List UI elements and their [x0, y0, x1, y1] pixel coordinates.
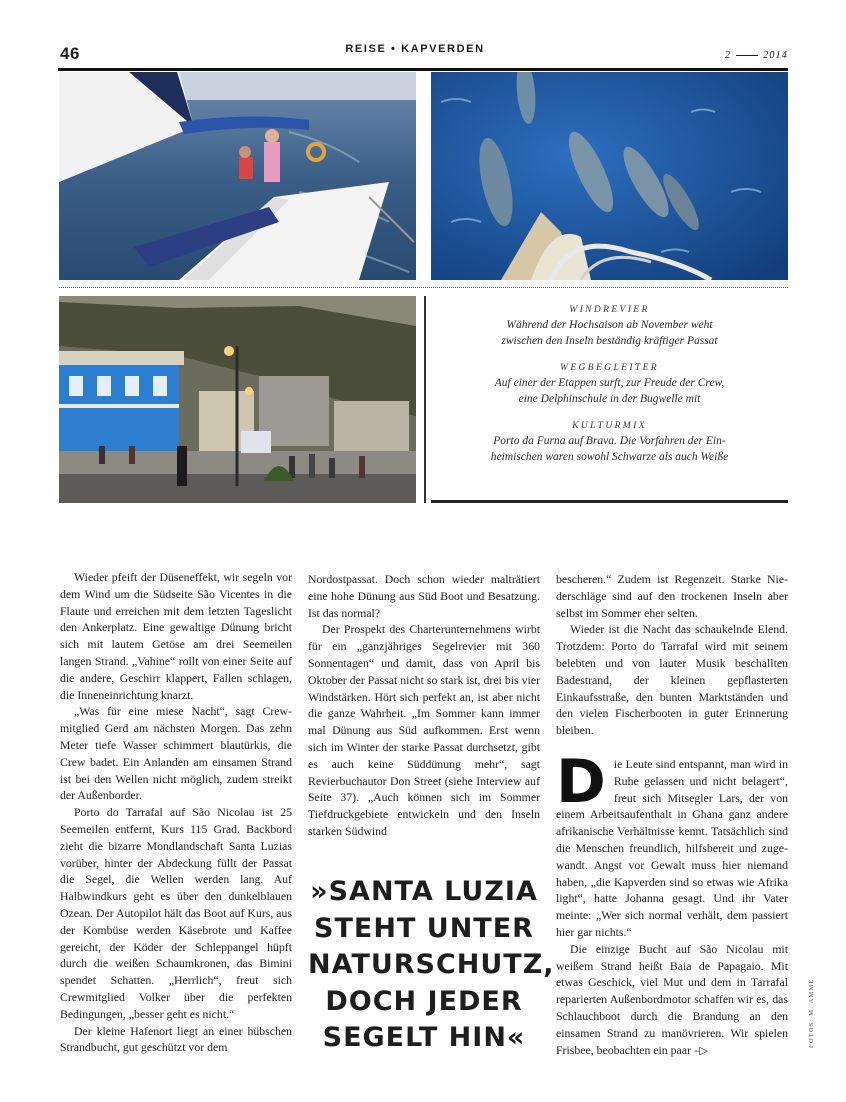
article-paragraph: „Was für eine miese Nacht“, sagt Crewmitglied Gerd am nächsten Morgen. Das zehn Meter tiefe Wasser schimmert blautürkis, die Crew badet. Ein Anlanden am einsamen Strand ist bei den Wellen nicht möglich, zudem streikt der Außenborder.: [60, 704, 292, 803]
town-photo: [59, 296, 416, 503]
issue-number: 2: [724, 50, 732, 61]
caption-heading: WINDREVIER: [569, 305, 650, 315]
dotted-divider: [59, 287, 788, 288]
photo-credit: FOTOS: M. AMME: [808, 978, 815, 1048]
caption-bottom-rule: [431, 500, 788, 503]
section-title: REISE • KAPVERDEN: [345, 43, 485, 55]
article-column-2: [308, 571, 540, 840]
article-paragraph: Wieder pfeift der Düseneffekt, wir segeln vor dem Wind um die Südseite São Vicentes in die Flaute und erreichen mit dem letzten Tageslicht den Ankerplatz. Eine gewaltige Dünung bricht sich mit lautem Getöse am drei Seemeilen langen Strand. „Vahine“ rollt von einer Seite auf die andere, Geschirr klappert, Fallen schlagen, die Inneneinrichtung knarzt.: [60, 570, 292, 702]
drop-cap: D: [556, 746, 606, 817]
caption-wegbegleiter: [431, 361, 788, 407]
article-paragraph: bescheren.“ Zudem ist Regenzeit. Starke Niederschläge sind auf den trockenen Inseln aber selbst im Sommer eher selten.: [556, 572, 788, 620]
page-number: 46: [60, 44, 80, 63]
article-paragraph: Porto do Tarrafal auf São Nicolau ist 25 Seemeilen entfernt, Kurs 115 Grad. Backbord zieht die bizarre Mondlandschaft Santa Luzias vorüber, hinter der Abdeckung füllt der Passat die Segel, die Wellen werden lang. Auf Halbwindkurs geht es über den dunkelblauen Ozean. Der Autopilot hält das Boot auf Kurs, aus der Kombüse werden Käsebrote und Kaffee gereicht, der Köder der Schleppangel hüpft durch die weißen Schaumkronen, das Bimini spendet Schatten. „Herrlich“, freut sich Crewmitglied Volker über die perfekten Bedingungen, „besser geht es nicht.“: [60, 805, 292, 1021]
article-paragraph-dropcap: [556, 746, 788, 941]
article-column-1: [60, 569, 292, 1056]
caption-line: eine Delphinschule in der Bugwelle mit: [518, 393, 701, 405]
caption-line: Auf einer der Etappen surft, zur Freude der Crew,: [494, 377, 725, 389]
pull-quote-line: DOCH JEDER: [325, 985, 523, 1017]
pull-quote-line: NATURSCHUTZ,: [308, 949, 555, 980]
pull-quote: [308, 874, 555, 1057]
dolphins-photo: [431, 72, 788, 280]
caption-kulturmix: [431, 419, 788, 465]
caption-windrevier: [431, 303, 788, 349]
caption-line: heimischen waren sowohl Schwarze als auch Weiße: [490, 451, 729, 463]
article-paragraph: Der Prospekt des Charterunternehmens wirbt für ein „ganzjähriges Segelrevier mit 360 Sonnentagen“ und damit, dass von April bis Oktober der Passat nicht so stark ist, drei bis vier Windstärken. Hört sich perfekt an, ist aber nicht die ganze Wahrheit. „Im Sommer kann immer mal Dünung aus Süd aufkommen. Erst wenn sich im Winter der starke Passat durchsetzt, gibt es auch keine Süddünung mehr“, sagt Revierbuchautor Don Street (siehe Interview auf Seite 37). „Auch können sich im Sommer Tiefdruckgebiete entwickeln und den Inseln starken Südwind: [308, 622, 540, 838]
issue-label: [725, 50, 788, 61]
article-paragraph: Wieder ist die Nacht das schaukelnde Elend. Trotzdem: Porto do Tarrafal wird mit seinem belebten und von lauter Musik beschallten Badestrand, der kleinen gepflasterten Einkaufsstraße, den bunten Marktständen und den vielen Fischerbooten in guter Erinnerung bleiben.: [556, 622, 788, 738]
caption-line: zwischen den Inseln beständig kräftiger Passat: [501, 335, 718, 347]
article-paragraph: [556, 941, 788, 1060]
last-paragraph-text: Die einzige Bucht auf São Nicolau mit weißem Strand heißt Baia de Papagaio. Mit etwas Geschick, viel Mut und dem in Tarrafal reparierten Außenbordmotor schaffen wir es, das Schlauchboot durch die Brandung an den einsamen Strand zu manövrieren. Wir spielen Frisbee, beobachten ein paar: [556, 941, 788, 1057]
caption-line: Während der Hochsaison ab November weht: [506, 319, 713, 331]
continue-arrow-icon: –▷: [693, 1043, 708, 1057]
pull-quote-line: »SANTA LUZIA: [310, 876, 538, 907]
caption-line: Porto da Furna auf Brava. Die Vorfahren der Ein-: [493, 435, 726, 447]
caption-heading: WEGBEGLEITER: [560, 363, 659, 373]
top-rule: [58, 68, 788, 71]
issue-dash: [736, 55, 758, 56]
article-column-3: [556, 571, 788, 1059]
article-paragraph: Nordostpassat. Doch schon wieder malträtiert eine hohe Dünung aus Süd Boot und Besatzung. Ist das normal?: [308, 572, 540, 620]
photo-captions: [431, 303, 788, 477]
pull-quote-line: SEGELT HIN«: [322, 1022, 526, 1053]
article-paragraph: Der kleine Hafenort liegt an einer hübschen Strandbucht, gut geschützt vor dem: [60, 1023, 292, 1055]
caption-divider: [424, 296, 426, 503]
pull-quote-line: STEHT UNTER: [314, 912, 534, 944]
sailing-photo: [59, 72, 416, 280]
dropcap-paragraph-text: ie Leute sind entspannt, man wird in Ruhe gelassen und nicht belagert“, freut sich Mitsegler Lars, der von einem Arbeitsaufenthalt in Ghana ganz andere afrikanische Verhältnisse kennt. Tatsächlich sind die Menschen freundlich, hilfsbereit und zugewandt. Angst vor Gewalt muss hier niemand haben, „die Kapverden sind so etwas wie Afrika light“, hatte Johanna gesagt. Und ihr Vater meinte: „Wer sich normal verhält, dem passiert hier gar nichts.“: [556, 756, 788, 939]
caption-heading: KULTURMIX: [572, 421, 647, 431]
issue-year: 2014: [763, 50, 788, 61]
